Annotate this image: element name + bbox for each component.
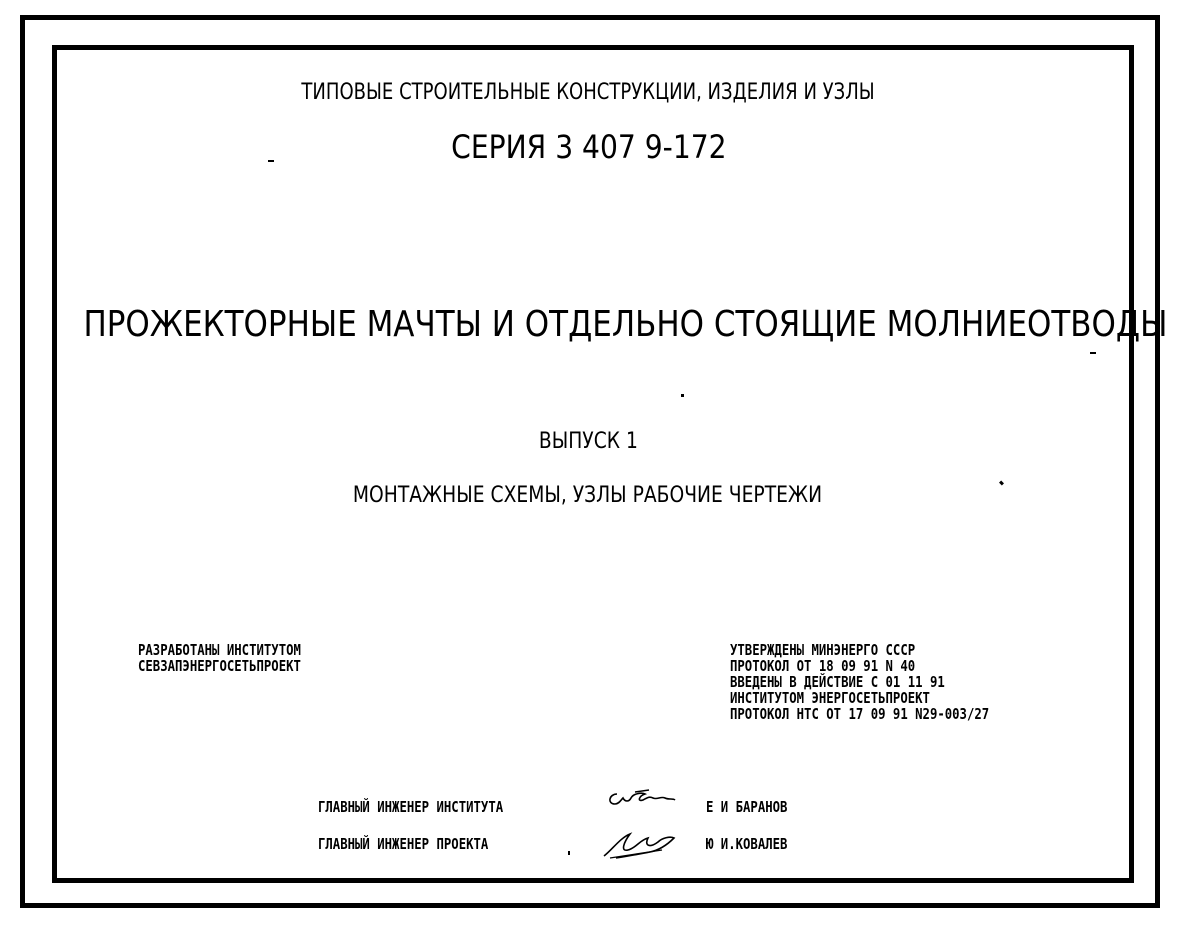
scan-speck bbox=[268, 160, 274, 162]
baranov-name: Е И БАРАНОВ bbox=[706, 798, 788, 816]
approval-block bbox=[730, 642, 989, 722]
approval-line-4: ИНСТИТУТОМ ЭНЕРГОСЕТЬПРОЕКТ bbox=[730, 689, 930, 707]
approval-line-1: УТВЕРЖДЕНЫ МИНЭНЕРГО СССР bbox=[730, 641, 916, 659]
approval-line-5: ПРОТОКОЛ НТС ОТ 17 09 91 N29-003/27 bbox=[730, 705, 990, 723]
approval-line-3: ВВЕДЕНЫ В ДЕЙСТВИЕ С 01 11 91 bbox=[730, 673, 945, 691]
signature-baranov bbox=[605, 788, 677, 812]
developer-block bbox=[138, 642, 301, 674]
developer-institute: СЕВЗАПЭНЕРГОСЕТЬПРОЕКТ bbox=[138, 657, 301, 675]
kovalev-name: Ю И.КОВАЛЕВ bbox=[706, 835, 788, 853]
signature-kovalev bbox=[600, 828, 680, 860]
chief-engineer-project-role: ГЛАВНЫЙ ИНЖЕНЕР ПРОЕКТА bbox=[318, 835, 489, 853]
approval-line-2: ПРОТОКОЛ ОТ 18 09 91 N 40 bbox=[730, 657, 916, 675]
series-number: СЕРИЯ 3 407 9-172 bbox=[451, 128, 727, 166]
scan-speck bbox=[681, 394, 684, 397]
issue-number: ВЫПУСК 1 bbox=[538, 429, 638, 454]
scan-speck bbox=[1090, 352, 1096, 354]
document-subtitle: МОНТАЖНЫЕ СХЕМЫ, УЗЛЫ РАБОЧИЕ ЧЕРТЕЖИ bbox=[352, 483, 823, 508]
scan-speck bbox=[568, 851, 570, 855]
chief-engineer-institute-role: ГЛАВНЫЙ ИНЖЕНЕР ИНСТИТУТА bbox=[318, 798, 504, 816]
inner-frame bbox=[52, 45, 1168, 883]
document-title: ПРОЖЕКТОРНЫЕ МАЧТЫ И ОТДЕЛЬНО СТОЯЩИЕ МОЛНИЕОТВОДЫ bbox=[83, 304, 1168, 345]
developer-line: РАЗРАБОТАНЫ ИНСТИТУТОМ bbox=[138, 641, 301, 659]
series-title: ТИПОВЫЕ СТРОИТЕЛЬНЫЕ КОНСТРУКЦИИ, ИЗДЕЛИЯ И УЗЛЫ bbox=[301, 80, 875, 105]
